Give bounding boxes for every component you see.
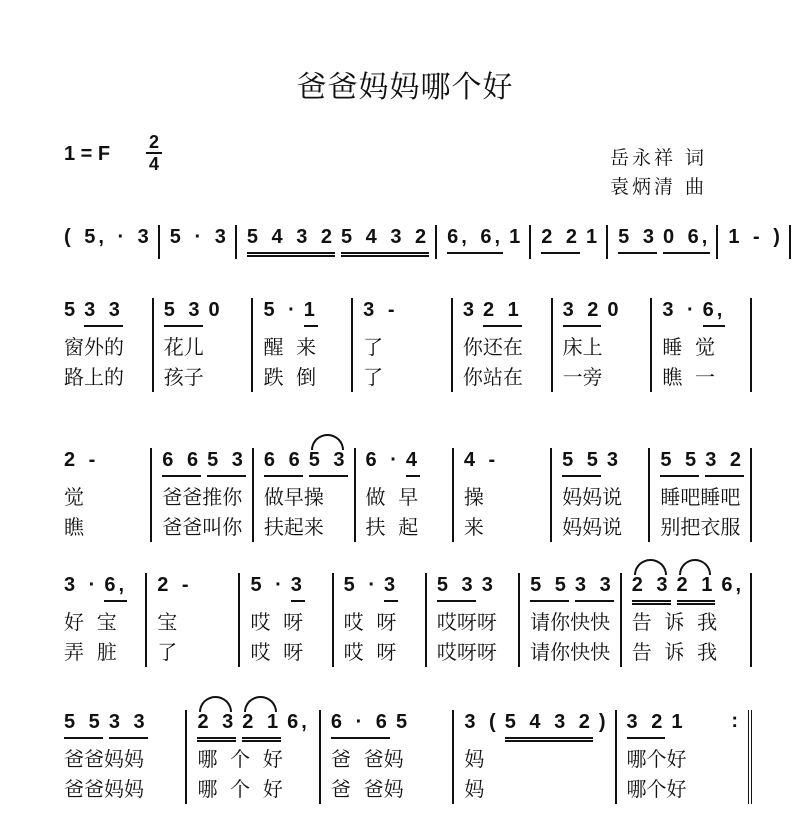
notes-line — [562, 448, 648, 482]
beamed-note-group — [575, 573, 614, 602]
notes-text: 1 - ) — [728, 226, 783, 248]
beamed-note-group — [247, 225, 335, 257]
notes-text: 5 5 — [562, 449, 601, 471]
measure — [152, 298, 252, 392]
notes-text: 3 · — [662, 299, 697, 321]
measure — [60, 225, 158, 259]
note-group — [287, 710, 310, 737]
note-group — [463, 298, 477, 325]
notes-line — [660, 448, 750, 482]
notes-line — [164, 298, 252, 332]
lyric-verse-1: 哪 个 好 — [197, 747, 283, 771]
lyric-verse-1: 花儿 — [163, 335, 204, 359]
note-group — [170, 225, 229, 252]
notes-text: 5 5 — [660, 449, 700, 471]
beamed-note-group — [264, 448, 303, 477]
note-group — [396, 710, 410, 737]
measure — [235, 225, 435, 259]
notes-text: 2 - — [157, 574, 192, 596]
lyric-verse-1: 哪个好 — [626, 747, 687, 771]
notes-text: 5 4 3 2 — [246, 226, 335, 248]
notes-text: 0 — [208, 299, 223, 321]
notes-line — [64, 448, 150, 482]
lyric-verse-1: 了 — [363, 335, 384, 359]
measure — [615, 710, 752, 804]
notes-text: 2 - — [64, 449, 99, 471]
notes-text: 6, — [287, 711, 310, 733]
measure — [60, 298, 152, 392]
score-row — [60, 225, 783, 259]
note-group — [344, 573, 378, 600]
lyric-verse-2: 哎呀呀 — [436, 640, 497, 664]
notes-text: 1 — [671, 711, 686, 733]
notes-line — [728, 225, 789, 259]
beamed-note-group — [563, 298, 602, 327]
measure — [158, 225, 235, 259]
lyric-verse-1: 爸爸推你 — [162, 485, 243, 509]
notes-text: 5 4 3 2 — [504, 711, 593, 733]
beamed-note-group — [618, 225, 657, 254]
lyric-verse-2: 别把衣服 — [660, 515, 741, 539]
measure — [354, 448, 452, 542]
beamed-note-group — [663, 225, 710, 254]
time-signature-top: 2 — [148, 132, 159, 152]
beamed-note-group — [406, 448, 420, 477]
notes-text: 0 — [607, 299, 622, 321]
lyric-verse-2: 哪 个 好 — [197, 777, 283, 801]
beamed-note-group — [197, 710, 236, 742]
note-group — [662, 298, 696, 325]
notes-line — [157, 573, 238, 607]
notes-line — [263, 298, 351, 332]
measure — [185, 710, 318, 804]
notes-text: 5 3 — [163, 299, 203, 321]
lyric-verse-1: 睡 觉 — [662, 335, 716, 359]
notes-text: ) — [598, 711, 609, 733]
notes-line — [563, 298, 651, 332]
notes-text: 6, 6, — [447, 226, 504, 248]
notes-line — [64, 225, 158, 259]
measure — [550, 448, 648, 542]
lyric-verse-2: 爸 爸妈 — [330, 777, 404, 801]
lyric-verse-1: 好 宝 — [64, 610, 117, 634]
note-group — [64, 448, 98, 475]
notes-text: 5 · 3 — [169, 226, 229, 248]
lyric-verse-2: 跌 倒 — [263, 365, 317, 389]
measure — [252, 448, 354, 542]
score-row — [60, 298, 752, 392]
notes-text: 3 — [462, 299, 477, 321]
measure — [251, 298, 351, 392]
notes-text: 6, — [721, 574, 745, 596]
lyric-verse-2: 哪个好 — [626, 777, 687, 801]
beamed-note-group — [530, 573, 569, 602]
score-row — [60, 573, 752, 667]
lyric-verse-1: 爸 爸妈 — [330, 747, 404, 771]
note-group — [599, 710, 609, 737]
note-group — [64, 298, 78, 325]
tie-arc — [634, 559, 667, 575]
time-signature-bottom: 4 — [148, 154, 159, 174]
notes-text: 6 · — [365, 449, 400, 471]
notes-text: 6 · 6 — [330, 711, 390, 733]
beamed-note-group — [562, 448, 601, 477]
notes-line — [170, 225, 235, 259]
beamed-note-group — [164, 298, 203, 327]
time-signature — [146, 132, 162, 174]
measure — [716, 225, 791, 259]
repeat-sign: : — [731, 710, 738, 732]
notes-text: 5 3 — [618, 226, 657, 248]
notes-text: 1 — [586, 226, 601, 248]
lyric-verse-2: 请你快快 — [530, 640, 611, 664]
measure — [452, 448, 550, 542]
lyric-verse-2: 孩子 — [163, 365, 204, 389]
note-group — [366, 448, 400, 475]
notes-line — [197, 710, 318, 744]
note-group — [586, 225, 600, 252]
measure — [145, 573, 238, 667]
beamed-note-group — [304, 298, 318, 327]
lyric-verse-2: 瞧 一 — [662, 365, 716, 389]
note-group — [482, 573, 496, 600]
notes-text: 3 ( — [464, 711, 499, 733]
beamed-note-group — [447, 225, 503, 254]
note-group — [509, 225, 523, 252]
notes-line — [632, 573, 750, 607]
notes-text: 6 6 — [162, 449, 202, 471]
notes-text: 3 3 — [84, 299, 123, 321]
note-group — [607, 298, 621, 325]
beamed-note-group — [309, 448, 348, 477]
note-group — [209, 298, 223, 325]
notes-line — [64, 573, 145, 607]
lyric-verse-1: 哎 呀 — [250, 610, 304, 634]
note-group — [363, 298, 397, 325]
measure — [319, 710, 452, 804]
lyric-verse-1: 做 早 — [365, 485, 419, 509]
notes-text: 2 2 — [541, 226, 581, 248]
beamed-note-group — [207, 448, 246, 477]
lyric-verse-2: 扶起来 — [263, 515, 324, 539]
notes-text: 3 — [481, 574, 496, 596]
beamed-note-group — [505, 710, 593, 742]
lyric-verse-2: 了 — [157, 640, 178, 664]
notes-line — [366, 448, 452, 482]
notes-line — [250, 573, 331, 607]
note-group — [728, 225, 783, 252]
notes-line — [447, 225, 529, 259]
beamed-note-group — [384, 573, 398, 602]
beamed-note-group — [291, 573, 305, 602]
notes-line — [64, 298, 152, 332]
lyric-verse-2: 哎 呀 — [343, 640, 397, 664]
beamed-note-group — [705, 448, 744, 477]
note-group — [671, 710, 685, 737]
notes-text: 2 3 — [197, 711, 237, 733]
beamed-note-group — [331, 710, 390, 739]
lyric-verse-2: 爸爸妈妈 — [64, 777, 144, 801]
notes-line — [64, 710, 185, 744]
note-group — [263, 298, 297, 325]
notes-line — [162, 448, 252, 482]
notes-text: 5 · — [263, 299, 298, 321]
notes-line — [344, 573, 425, 607]
notes-text: 5 3 — [308, 449, 348, 471]
key-signature: 1 = F — [64, 143, 111, 165]
lyric-verse-1: 哎 呀 — [343, 610, 397, 634]
measure — [60, 448, 150, 542]
notes-text: 2 3 — [631, 574, 671, 596]
notes-text: 1 — [303, 299, 318, 321]
lyric-verse-1: 做早操 — [263, 485, 324, 509]
measure — [60, 710, 185, 804]
measure — [606, 225, 716, 259]
measure — [648, 448, 752, 542]
notes-line — [530, 573, 620, 607]
lyric-verse-2: 了 — [363, 365, 384, 389]
notes-text: 5 3 — [207, 449, 246, 471]
beamed-note-group — [677, 573, 716, 605]
measure — [332, 573, 425, 667]
notes-line — [662, 298, 750, 332]
lyric-verse-1: 哎呀呀 — [436, 610, 497, 634]
notes-text: 3 — [606, 449, 622, 471]
notes-text: 5 5 — [64, 711, 103, 733]
tie-arc — [679, 559, 712, 575]
measure — [60, 573, 145, 667]
measure — [452, 710, 614, 804]
notes-text: 4 — [405, 449, 420, 471]
notes-text: ( 5, · 3 — [64, 226, 152, 248]
lyric-verse-1: 妈妈说 — [562, 485, 623, 509]
notes-line — [437, 573, 518, 607]
lyric-verse-1: 操 — [463, 485, 484, 509]
notes-text: 4 - — [463, 449, 499, 471]
notes-text: 3 2 — [626, 711, 666, 733]
notes-text: 3 — [290, 574, 305, 596]
notes-line — [331, 710, 452, 744]
tie-arc — [311, 434, 344, 450]
beamed-note-group — [627, 710, 666, 739]
notes-line — [247, 225, 435, 259]
beamed-note-group — [242, 710, 281, 742]
notes-line — [464, 710, 614, 744]
measure — [529, 225, 606, 259]
notes-text: 5 5 — [530, 574, 569, 596]
measure — [551, 298, 651, 392]
notes-text: 5 · — [343, 574, 378, 596]
lyric-verse-1: 醒 来 — [263, 335, 317, 359]
beamed-note-group — [541, 225, 580, 254]
notes-text: 3 3 — [574, 574, 614, 596]
notes-text: 2 1 — [242, 711, 282, 733]
measure — [435, 225, 529, 259]
measure — [238, 573, 331, 667]
beamed-note-group — [632, 573, 671, 605]
lyric-verse-1: 妈 — [464, 747, 485, 771]
beamed-note-group — [162, 448, 201, 477]
notes-text: 0 6, — [662, 226, 711, 248]
lyricist-credit: 岳永祥 词 — [610, 147, 708, 169]
note-group — [64, 573, 98, 600]
notes-line — [618, 225, 716, 259]
notes-text: 6, — [702, 299, 726, 321]
note-group — [64, 225, 152, 252]
lyric-verse-2: 妈妈说 — [562, 515, 623, 539]
measure — [650, 298, 752, 392]
notes-text: 5 · — [250, 574, 285, 596]
lyric-verse-2: 爸爸叫你 — [162, 515, 243, 539]
beamed-note-group — [104, 573, 127, 602]
notes-line — [463, 298, 551, 332]
notes-text: 3 · — [64, 574, 99, 596]
tie-arc — [244, 696, 277, 712]
beamed-note-group — [84, 298, 123, 327]
note-group — [250, 573, 284, 600]
lyric-verse-1: 床上 — [562, 335, 603, 359]
lyric-verse-1: 告 诉 我 — [631, 610, 718, 634]
notes-text: 6, — [104, 574, 128, 596]
notes-text: 6 6 — [263, 449, 303, 471]
notes-text: 1 — [509, 226, 524, 248]
notes-line — [264, 448, 354, 482]
score-row — [60, 710, 752, 804]
lyric-verse-1: 请你快快 — [530, 610, 611, 634]
measure — [150, 448, 252, 542]
notes-text: 3 — [384, 574, 399, 596]
notes-line — [627, 710, 748, 744]
note-group — [607, 448, 621, 475]
lyric-verse-2: 来 — [463, 515, 484, 539]
measure — [351, 298, 451, 392]
tie-arc — [199, 696, 232, 712]
lyric-verse-1: 睡吧睡吧 — [660, 485, 741, 509]
note-group — [464, 448, 498, 475]
beamed-note-group — [109, 710, 148, 739]
beamed-note-group — [64, 710, 103, 739]
notes-text: 5 3 — [436, 574, 476, 596]
notes-line — [363, 298, 451, 332]
lyric-verse-2: 扶 起 — [365, 515, 419, 539]
beamed-note-group — [483, 298, 522, 327]
notes-text: 2 1 — [676, 574, 716, 596]
beamed-note-group — [437, 573, 476, 602]
notes-text: 5 — [395, 711, 411, 733]
lyric-verse-2: 一旁 — [562, 365, 603, 389]
lyric-verse-2: 你站在 — [462, 365, 523, 389]
measure — [518, 573, 620, 667]
composer-credit: 袁炳清 曲 — [610, 176, 708, 198]
notes-text: 3 3 — [108, 711, 148, 733]
beamed-note-group — [660, 448, 699, 477]
notes-text: 5 — [64, 299, 79, 321]
lyric-verse-2: 告 诉 我 — [631, 640, 718, 664]
notes-line — [541, 225, 606, 259]
lyric-verse-2: 哎 呀 — [250, 640, 304, 664]
lyric-verse-2: 瞧 — [64, 515, 84, 539]
notes-text: 3 - — [363, 299, 398, 321]
lyric-verse-1: 觉 — [64, 485, 84, 509]
lyric-verse-1: 你还在 — [462, 335, 523, 359]
notes-text: 3 2 — [705, 449, 744, 471]
song-title: 爸爸妈妈哪个好 — [296, 70, 514, 105]
note-group — [721, 573, 744, 600]
lyric-verse-1: 窗外的 — [64, 335, 124, 359]
notes-line — [464, 448, 550, 482]
notes-text: 3 2 — [562, 299, 602, 321]
measure — [425, 573, 518, 667]
lyric-verse-2: 妈 — [464, 777, 485, 801]
notes-text: 5 4 3 2 — [341, 226, 430, 248]
note-group — [157, 573, 191, 600]
beamed-note-group — [341, 225, 429, 257]
measure — [451, 298, 551, 392]
lyric-verse-2: 路上的 — [64, 365, 124, 389]
notes-text: 2 1 — [483, 299, 522, 321]
score-row — [60, 448, 752, 542]
lyric-verse-2: 弄 脏 — [64, 640, 117, 664]
note-group — [464, 710, 498, 737]
lyric-verse-1: 爸爸妈妈 — [64, 747, 144, 771]
beamed-note-group — [703, 298, 726, 327]
measure — [620, 573, 752, 667]
lyric-verse-1: 宝 — [157, 610, 178, 634]
